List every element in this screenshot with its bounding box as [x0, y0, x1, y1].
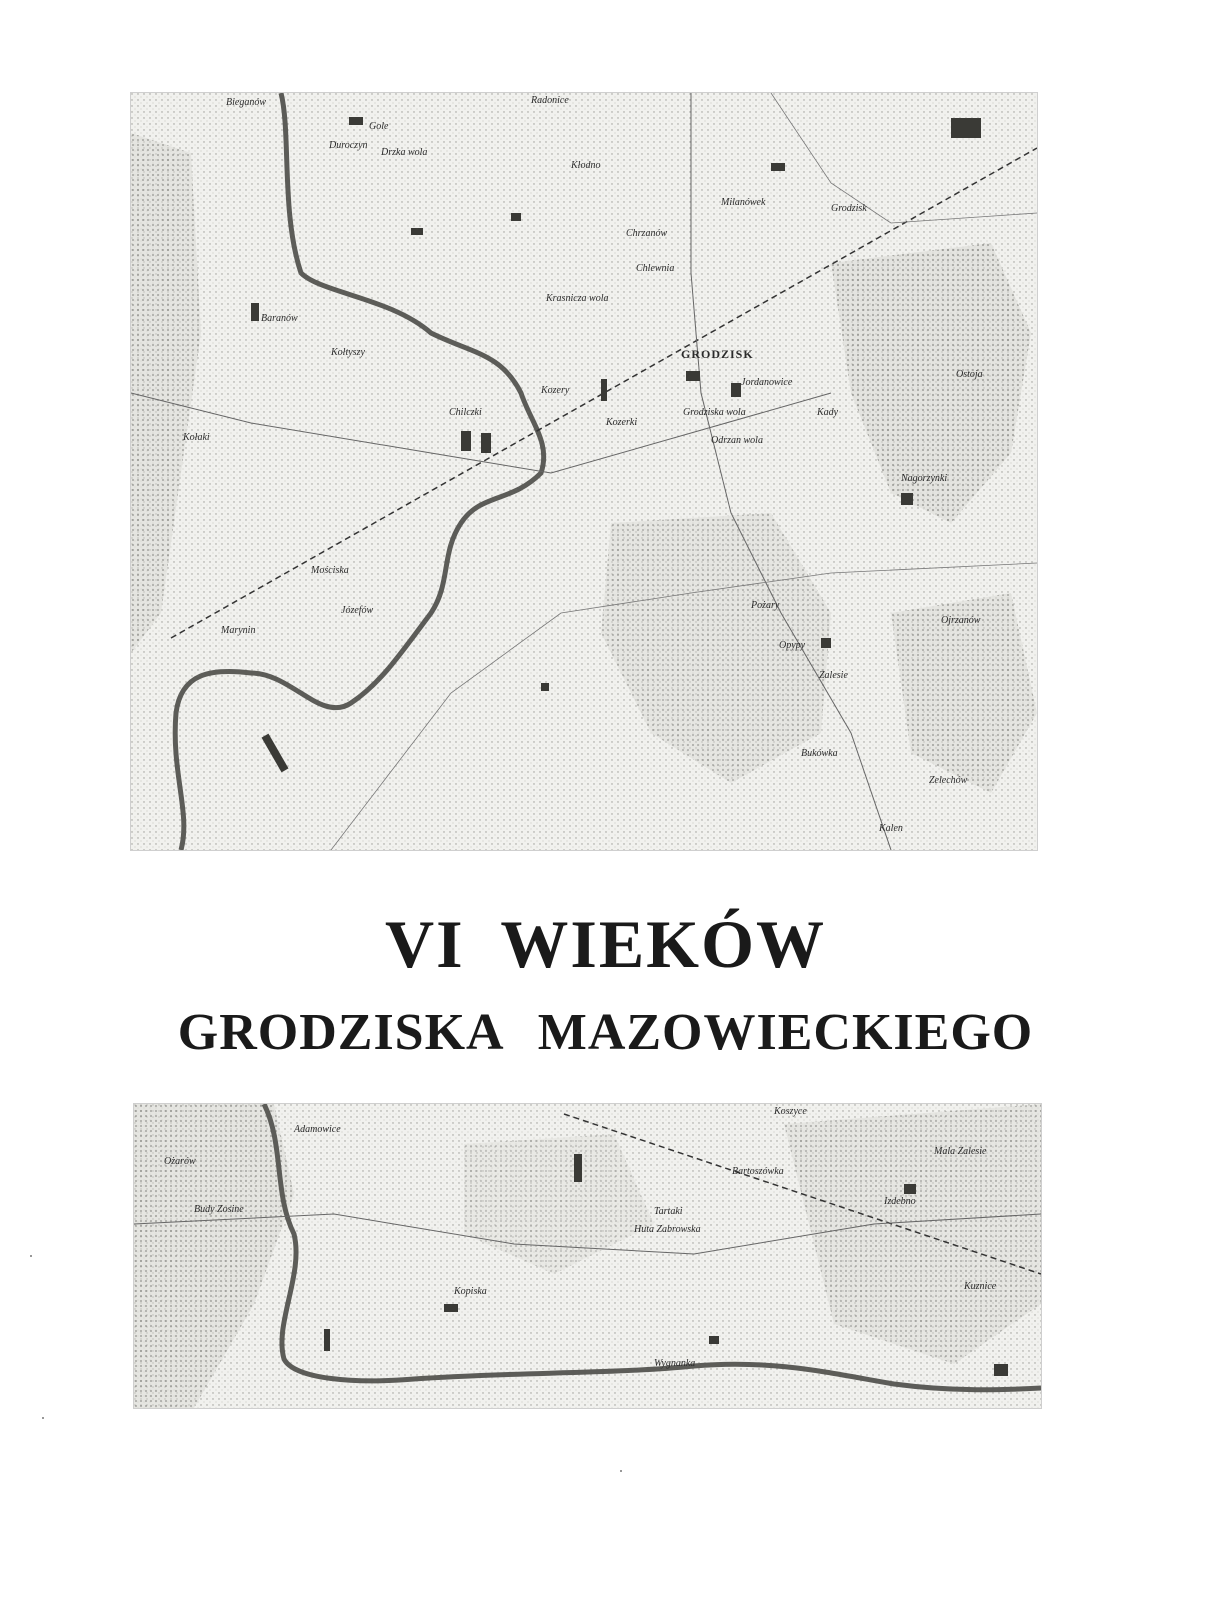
- map-label: Kłodno: [571, 160, 601, 171]
- map-label: Kozerki: [606, 417, 638, 428]
- map-label: Adamowice: [294, 1124, 341, 1135]
- map-label: Chrzanów: [626, 228, 668, 239]
- map-label: Mala Zalesie: [934, 1146, 987, 1157]
- map-label: Kady: [817, 407, 839, 418]
- map-bottom-drawing: [134, 1104, 1041, 1408]
- map-label: Marynin: [221, 625, 256, 636]
- scan-speck: [30, 1255, 32, 1257]
- map-label: Izdebno: [884, 1196, 916, 1207]
- map-label: Pożary: [751, 600, 780, 611]
- map-label: Bieganów: [226, 97, 266, 108]
- map-label: Gole: [369, 121, 389, 132]
- map-label: Kołaki: [183, 432, 210, 443]
- scan-speck: [620, 1470, 622, 1472]
- book-title-line1: VI WIEKÓW: [385, 906, 826, 982]
- map-label: GRODZISK: [681, 347, 754, 361]
- map-label: Ożarów: [164, 1156, 196, 1167]
- map-label: Ostoja: [956, 369, 983, 380]
- map-label: Grodziska wola: [683, 407, 746, 418]
- map-label: Koszyce: [774, 1106, 807, 1117]
- map-label: Zelechów: [929, 775, 968, 786]
- map-label: Józefów: [341, 605, 374, 616]
- map-label: Krasnicza wola: [546, 293, 609, 304]
- map-label: Chilczki: [449, 407, 482, 418]
- map-label: Kopiska: [454, 1286, 487, 1297]
- book-title-line2: GRODZISKA MAZOWIECKIEGO: [177, 1004, 1034, 1061]
- map-label: Tartaki: [654, 1206, 683, 1217]
- map-label: Zalesie: [819, 670, 848, 681]
- scan-speck: [42, 1417, 44, 1419]
- map-label: Mościska: [311, 565, 349, 576]
- map-label: Grodzisk: [831, 203, 867, 214]
- map-label: Jordanowice: [741, 377, 793, 388]
- map-label: Chlewnia: [636, 263, 675, 274]
- map-label: Drzka wola: [381, 147, 428, 158]
- map-label: Ojrzanów: [941, 615, 981, 626]
- map-label: Huta Zabrowska: [634, 1224, 701, 1235]
- map-label: Duroczyn: [329, 140, 368, 151]
- map-label: Bukówka: [801, 748, 838, 759]
- map-label: Budy Zosine: [194, 1204, 244, 1215]
- map-label: Kalen: [879, 823, 903, 834]
- map-label: Radonice: [531, 95, 569, 106]
- map-label: Odrzan wola: [711, 435, 763, 446]
- map-label: Baranów: [261, 313, 298, 324]
- map-label: Wygnanka: [654, 1358, 696, 1369]
- map-label: Kuznice: [964, 1281, 997, 1292]
- map-label: Kozery: [541, 385, 570, 396]
- map-label: Nagorzynki: [901, 473, 948, 484]
- map-label: Kołtyszy: [331, 347, 365, 358]
- historical-map-top: [130, 92, 1038, 851]
- map-label: Opypy: [779, 640, 806, 651]
- map-label: Bartoszówka: [732, 1166, 784, 1177]
- historical-map-bottom: [133, 1103, 1042, 1409]
- map-label: Milanówek: [721, 197, 766, 208]
- map-top-drawing: [131, 93, 1037, 850]
